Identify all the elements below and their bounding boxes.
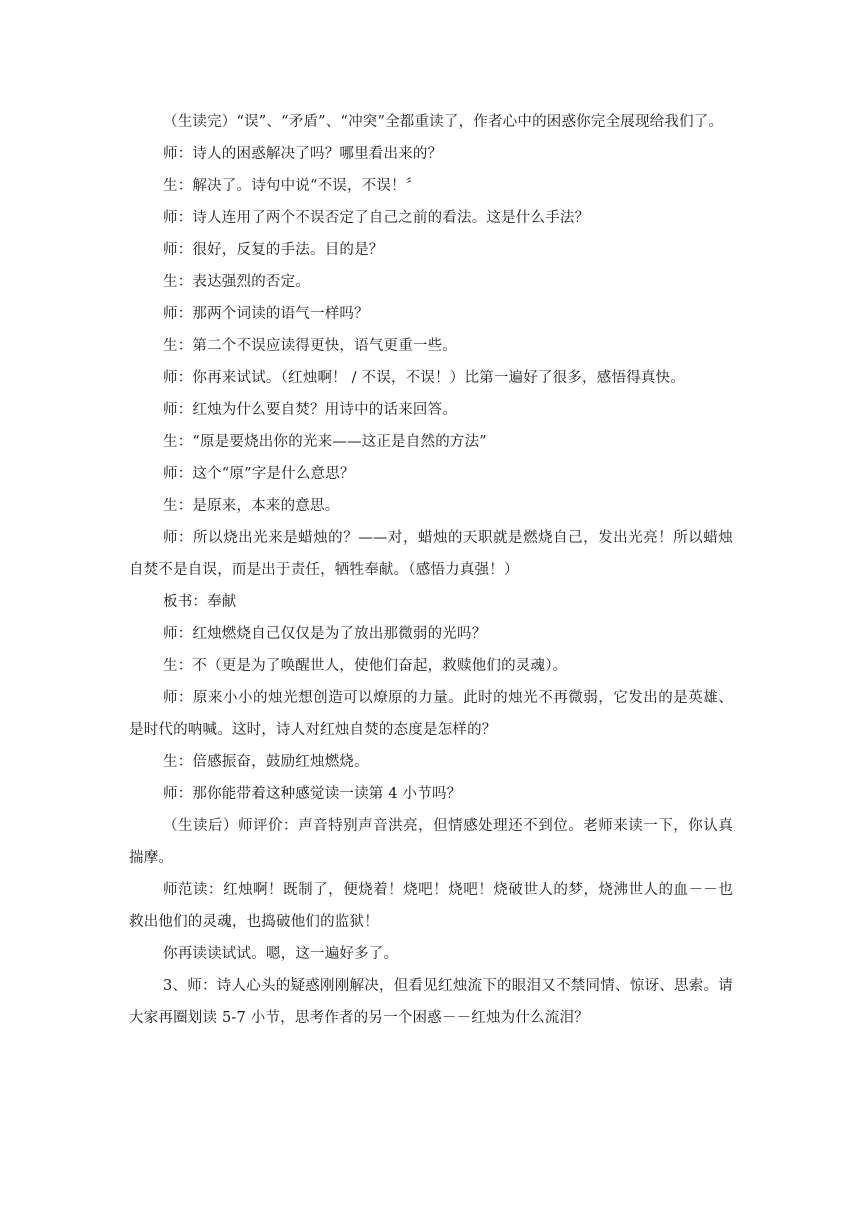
paragraph: 师：诗人连用了两个不误否定了自己之前的看法。这是什么手法？ <box>163 210 590 226</box>
paragraph: 生：不（更是为了唤醒世人，使他们奋起，救赎他们的灵魂）。 <box>163 658 568 674</box>
paragraph: 生：第二个不误应读得更快，语气更重一些。 <box>163 338 457 354</box>
paragraph: 师：诗人的困惑解决了吗？哪里看出来的？ <box>163 146 443 162</box>
paragraph: 师：原来小小的烛光想创造可以燎原的力量。此时的烛光不再微弱，它发出的是英雄、是时代的呐喊。这时，诗人对红烛自焚的态度是怎样的？ <box>129 690 733 738</box>
document-page <box>129 106 733 1034</box>
paragraph: 师：这个“原”字是什么意思？ <box>163 466 355 482</box>
paragraph: 师：那你能带着这种感觉读一读第 4 小节吗？ <box>163 786 462 802</box>
paragraph: 生：解决了。诗句中说“不误，不误！〞 <box>163 178 421 194</box>
paragraph: （生读后）师评价：声音特别声音洪亮，但情感处理还不到位。老师来读一下，你认真揣摩。 <box>129 818 733 866</box>
paragraph: 生：倍感振奋，鼓励红烛燃烧。 <box>163 754 369 770</box>
paragraph: 生：是原来，本来的意思。 <box>163 498 340 514</box>
paragraph: 师：红烛燃烧自己仅仅是为了放出那微弱的光吗？ <box>163 626 487 642</box>
paragraph: 师：那两个词读的语气一样吗？ <box>163 306 369 322</box>
paragraph: 师：很好，反复的手法。目的是？ <box>163 242 384 258</box>
paragraph: 生：“原是要烧出你的光来——这正是自然的方法” <box>163 434 487 450</box>
paragraph: （生读完）“误”、“矛盾”、“冲突”全都重读了，作者心中的困惑你完全展现给我们了。 <box>163 114 724 130</box>
paragraph: 师：你再来试试。（红烛啊！ / 不误，不误！）比第一遍好了很多，感悟得真快。 <box>163 370 685 386</box>
paragraph: 师：红烛为什么要自焚？用诗中的话来回答。 <box>163 402 457 418</box>
paragraph: 师：所以烧出光来是蜡烛的？——对，蜡烛的天职就是燃烧自己，发出光亮！所以蜡烛自焚不是自误，而是出于责任，牺牲奉献。（感悟力真强！） <box>129 530 733 578</box>
paragraph: 你再读读试试。嗯，这一遍好多了。 <box>163 946 399 962</box>
paragraph: 板书：奉献 <box>163 594 237 610</box>
paragraph: 师范读：红烛啊！既制了，便烧着！烧吧！烧吧！烧破世人的梦，烧沸世人的血－－也救出他们的灵魂，也捣破他们的监狱！ <box>129 882 733 930</box>
paragraph: 3、师：诗人心头的疑惑刚刚解决，但看见红烛流下的眼泪又不禁同情、惊讶、思索。请大家再圈划读 5-7 小节，思考作者的另一个困惑－－红烛为什么流泪？ <box>129 978 733 1026</box>
paragraph: 生：表达强烈的否定。 <box>163 274 310 290</box>
